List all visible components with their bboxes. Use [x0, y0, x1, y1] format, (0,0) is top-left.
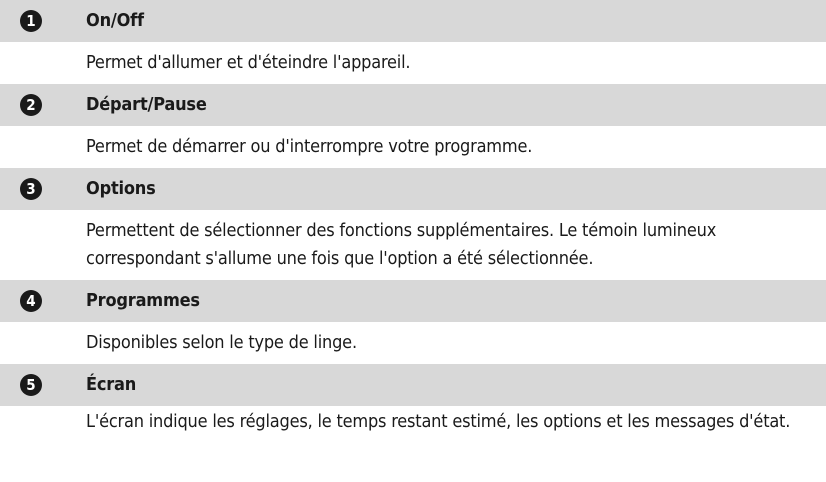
number-badge: 5: [20, 374, 42, 396]
item-header-depart-pause: [0, 84, 826, 126]
item-header-options: [0, 168, 826, 210]
item-description-text: Permet de démarrer ou d'interrompre votre programme.: [86, 136, 533, 157]
item-title: On/Off: [86, 10, 144, 31]
item-description: [0, 126, 826, 168]
item-description-text: Permet d'allumer et d'éteindre l'appareil.: [86, 52, 411, 73]
item-title: Départ/Pause: [86, 94, 207, 115]
item-description: [0, 322, 826, 364]
item-description: [0, 210, 826, 280]
number-badge: 2: [20, 94, 42, 116]
item-title: Options: [86, 178, 156, 199]
item-header-on-off: [0, 0, 826, 42]
item-description: [0, 42, 826, 84]
item-description: [0, 406, 826, 482]
item-title: Écran: [86, 374, 137, 395]
item-description-text: Disponibles selon le type de linge.: [86, 332, 357, 353]
number-badge: 4: [20, 290, 42, 312]
number-badge: 1: [20, 10, 42, 32]
item-description-text: Permettent de sélectionner des fonctions supplémentaires. Le témoin lumineux correspondant s'allume une fois que l'option a été sélectionnée.: [86, 220, 717, 269]
item-description-text: L'écran indique les réglages, le temps restant estimé, les options et les messages d'état.: [86, 411, 791, 432]
number-badge: 3: [20, 178, 42, 200]
item-title: Programmes: [86, 290, 200, 311]
item-header-ecran: [0, 364, 826, 406]
item-header-programmes: [0, 280, 826, 322]
